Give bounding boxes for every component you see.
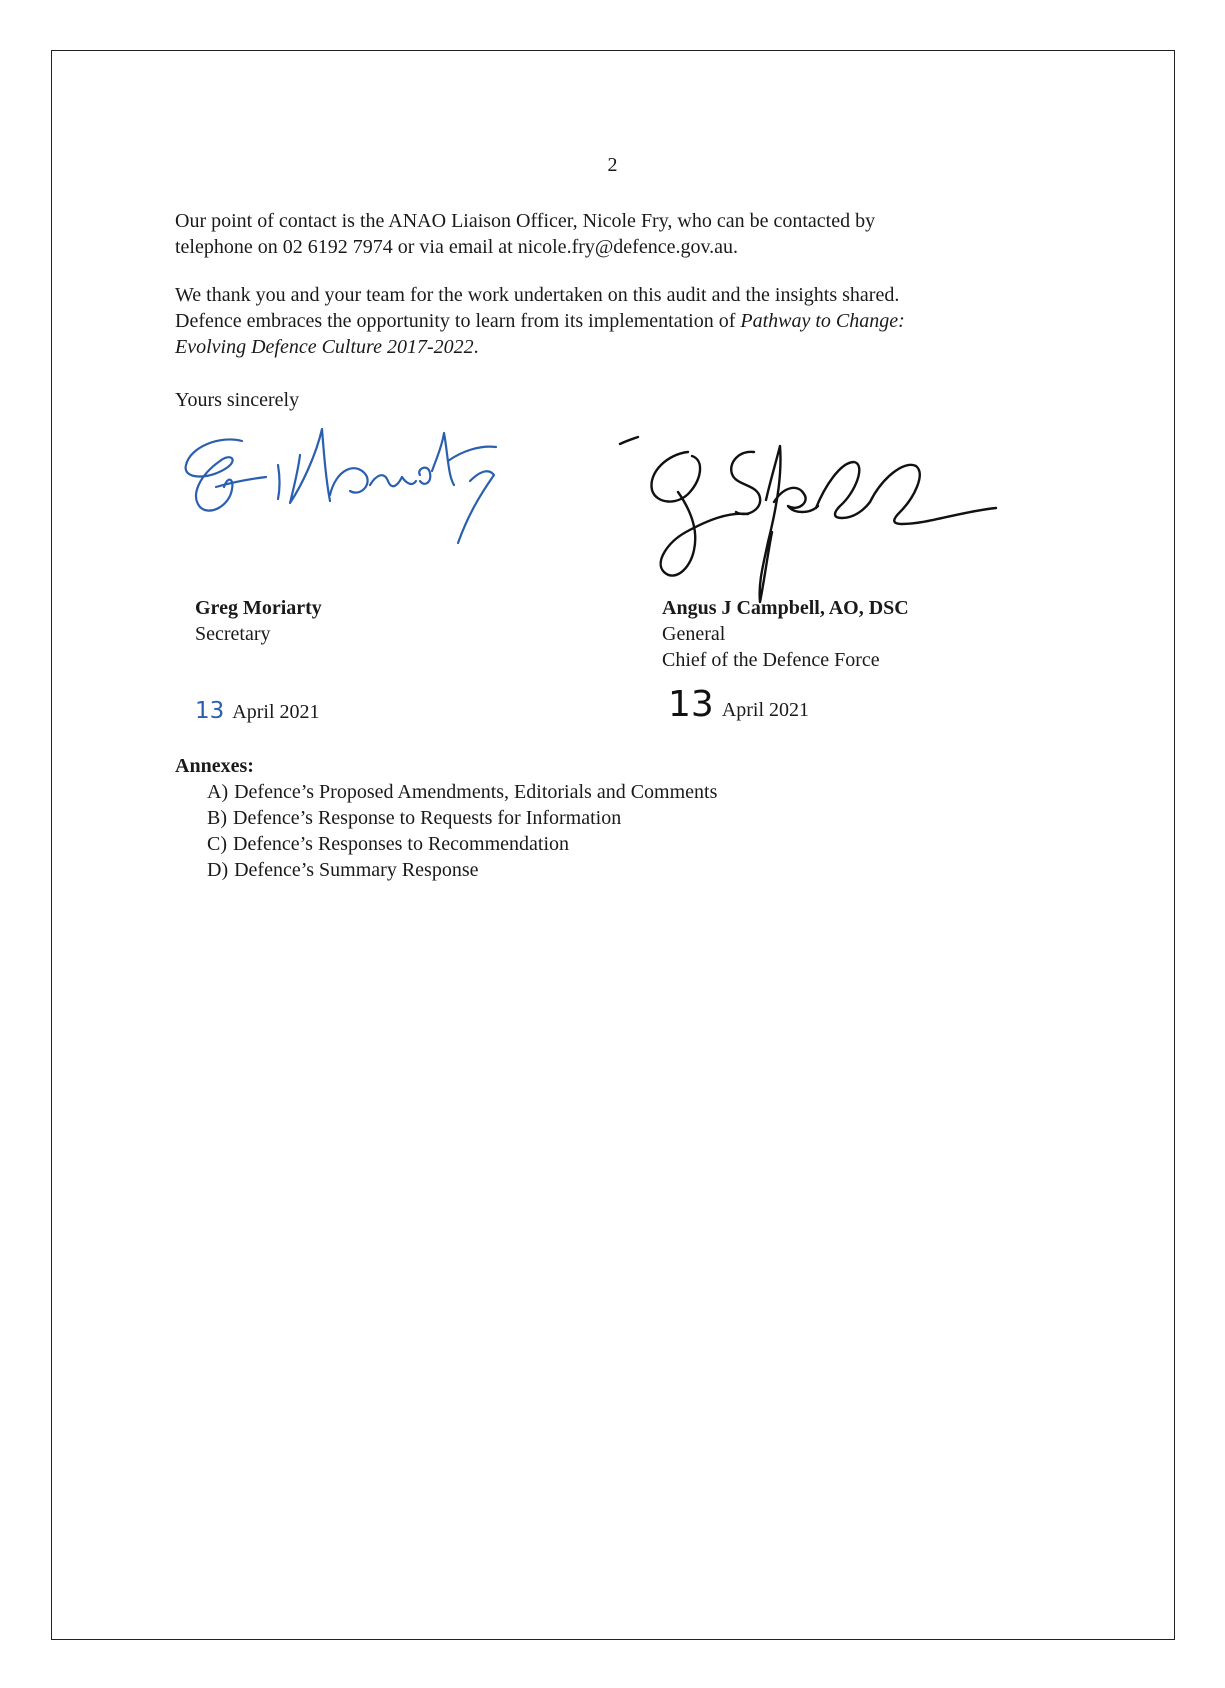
annex-text: Defence’s Response to Requests for Information (233, 807, 622, 829)
signature-date-right (668, 684, 810, 725)
publication-title-part-2: Evolving Defence Culture 2017-2022 (175, 336, 474, 358)
annex-marker: C) (207, 833, 227, 855)
handwritten-day: 13 (195, 698, 225, 724)
date-month-year: April 2021 (721, 699, 810, 721)
signatory-name: Greg Moriarty (195, 597, 322, 619)
contact-paragraph (175, 208, 1055, 260)
page-number: 2 (607, 154, 618, 176)
thanks-line-2: Defence embraces the opportunity to learn from its implementation of (175, 310, 741, 332)
annex-marker: A) (207, 781, 229, 803)
annex-item (207, 779, 717, 805)
thanks-line-3-end: . (473, 336, 479, 358)
annex-text: Defence’s Responses to Recommendation (233, 833, 570, 855)
annex-item (207, 831, 717, 857)
signatory-right (662, 595, 909, 673)
annex-item (207, 805, 717, 831)
contact-line-1: Our point of contact is the ANAO Liaison Officer, Nicole Fry, who can be contacted by (175, 210, 876, 232)
signatory-title: Chief of the Defence Force (662, 649, 880, 671)
thanks-line-1: We thank you and your team for the work undertaken on this audit and the insights shared. (175, 284, 900, 306)
annexes-list (207, 779, 717, 883)
annex-item (207, 857, 717, 883)
signature-right-image (618, 432, 998, 622)
publication-title-part-1: Pathway to Change: (740, 310, 905, 332)
thanks-paragraph (175, 282, 1055, 360)
signature-left-image (180, 425, 560, 600)
date-month-year: April 2021 (232, 701, 320, 723)
annex-marker: B) (207, 807, 227, 829)
annex-text: Defence’s Proposed Amendments, Editorials and Comments (234, 781, 718, 803)
annex-marker: D) (207, 859, 229, 881)
annexes-heading: Annexes: (175, 755, 254, 777)
signatory-title: General (662, 623, 726, 645)
contact-line-2: telephone on 02 6192 7974 or via email at nicole.fry@defence.gov.au. (175, 236, 739, 258)
signatory-left (195, 595, 322, 647)
signatory-title: Secretary (195, 623, 271, 645)
signatory-name: Angus J Campbell, AO, DSC (662, 597, 909, 619)
handwritten-day: 13 (668, 684, 714, 725)
signature-date-left (195, 698, 320, 724)
annex-text: Defence’s Summary Response (234, 859, 479, 881)
closing-salutation: Yours sincerely (175, 389, 300, 411)
